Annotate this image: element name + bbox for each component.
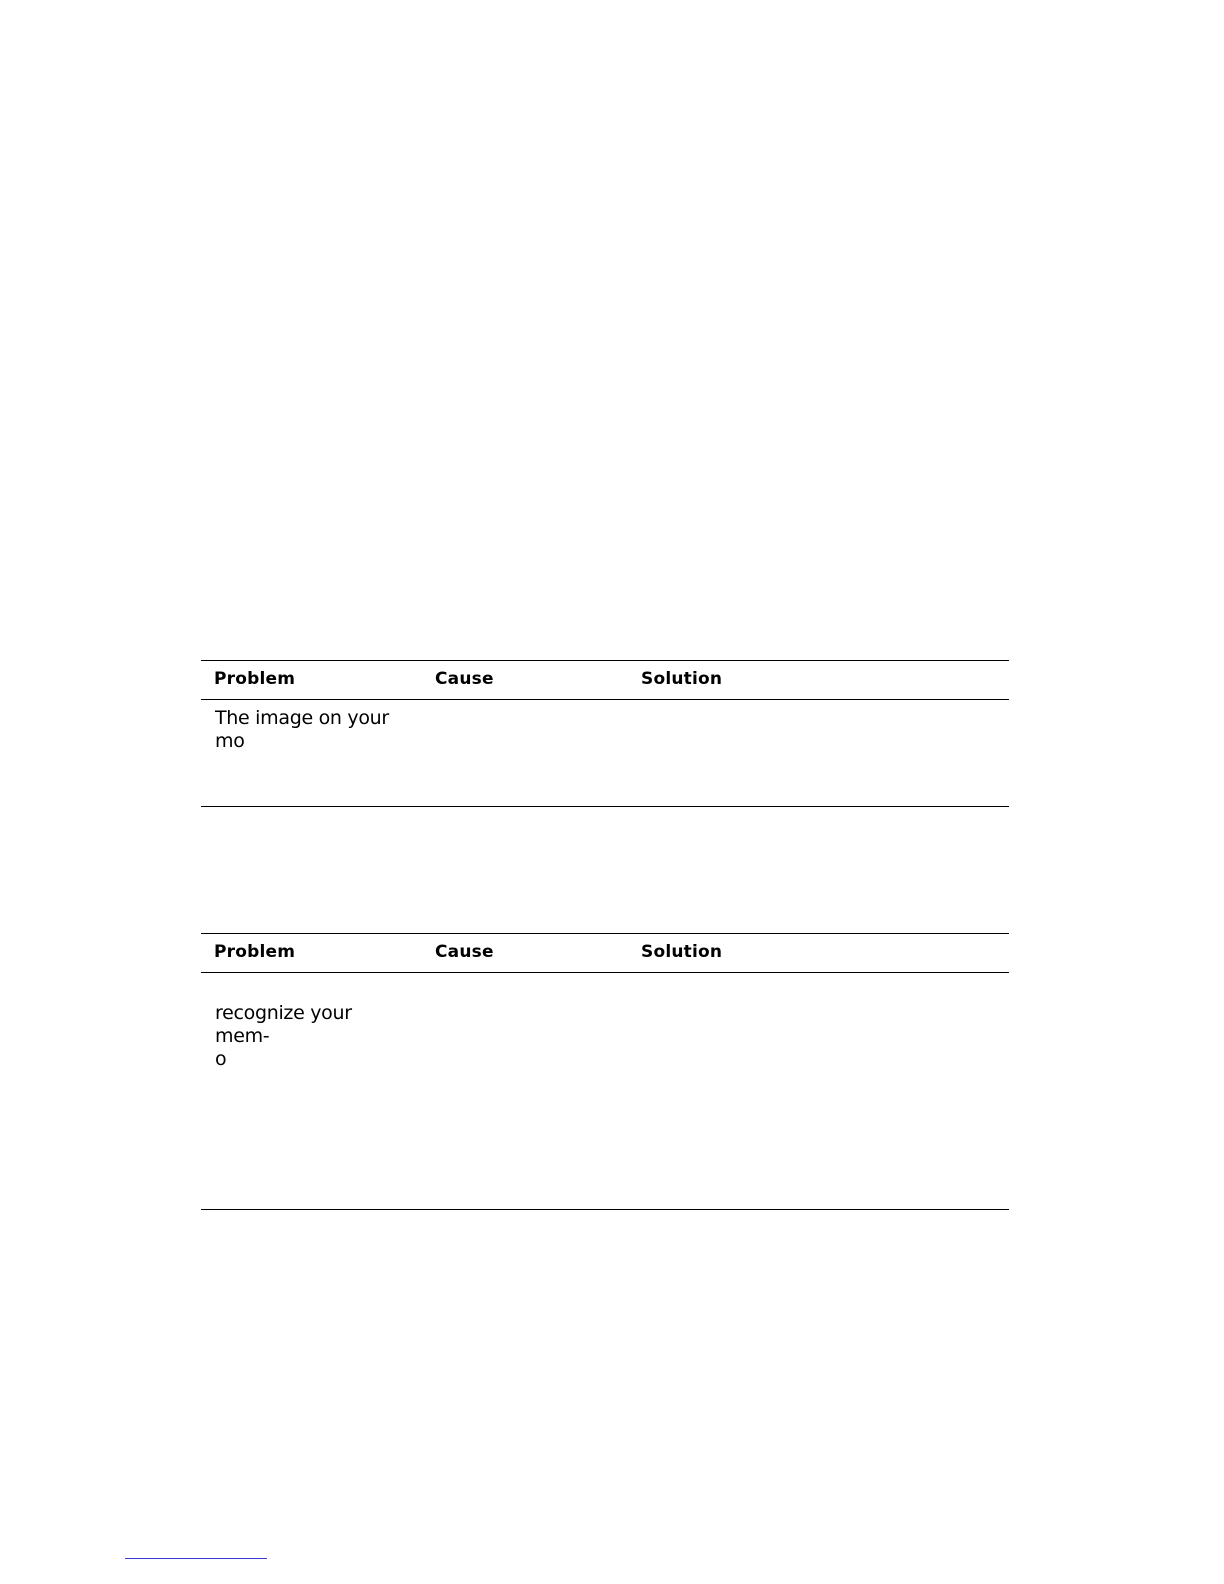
header-problem: Problem xyxy=(214,669,296,689)
table-header-row xyxy=(201,934,1009,972)
table-row xyxy=(201,700,1009,806)
header-problem: Problem xyxy=(214,942,296,962)
table-row xyxy=(201,973,1009,1209)
table-bottom-rule xyxy=(201,806,1009,807)
problem-cell: recognize your mem- o xyxy=(215,1002,352,1070)
header-solution: Solution xyxy=(641,669,723,689)
header-cause: Cause xyxy=(435,669,494,689)
footer-link-underline[interactable] xyxy=(125,1558,267,1559)
table-bottom-rule xyxy=(201,1209,1009,1210)
troubleshooting-table-1 xyxy=(201,660,1009,807)
header-cause: Cause xyxy=(435,942,494,962)
troubleshooting-table-2 xyxy=(201,933,1009,1210)
problem-cell: The image on your mo xyxy=(215,707,389,752)
table-header-row xyxy=(201,661,1009,699)
header-solution: Solution xyxy=(641,942,723,962)
